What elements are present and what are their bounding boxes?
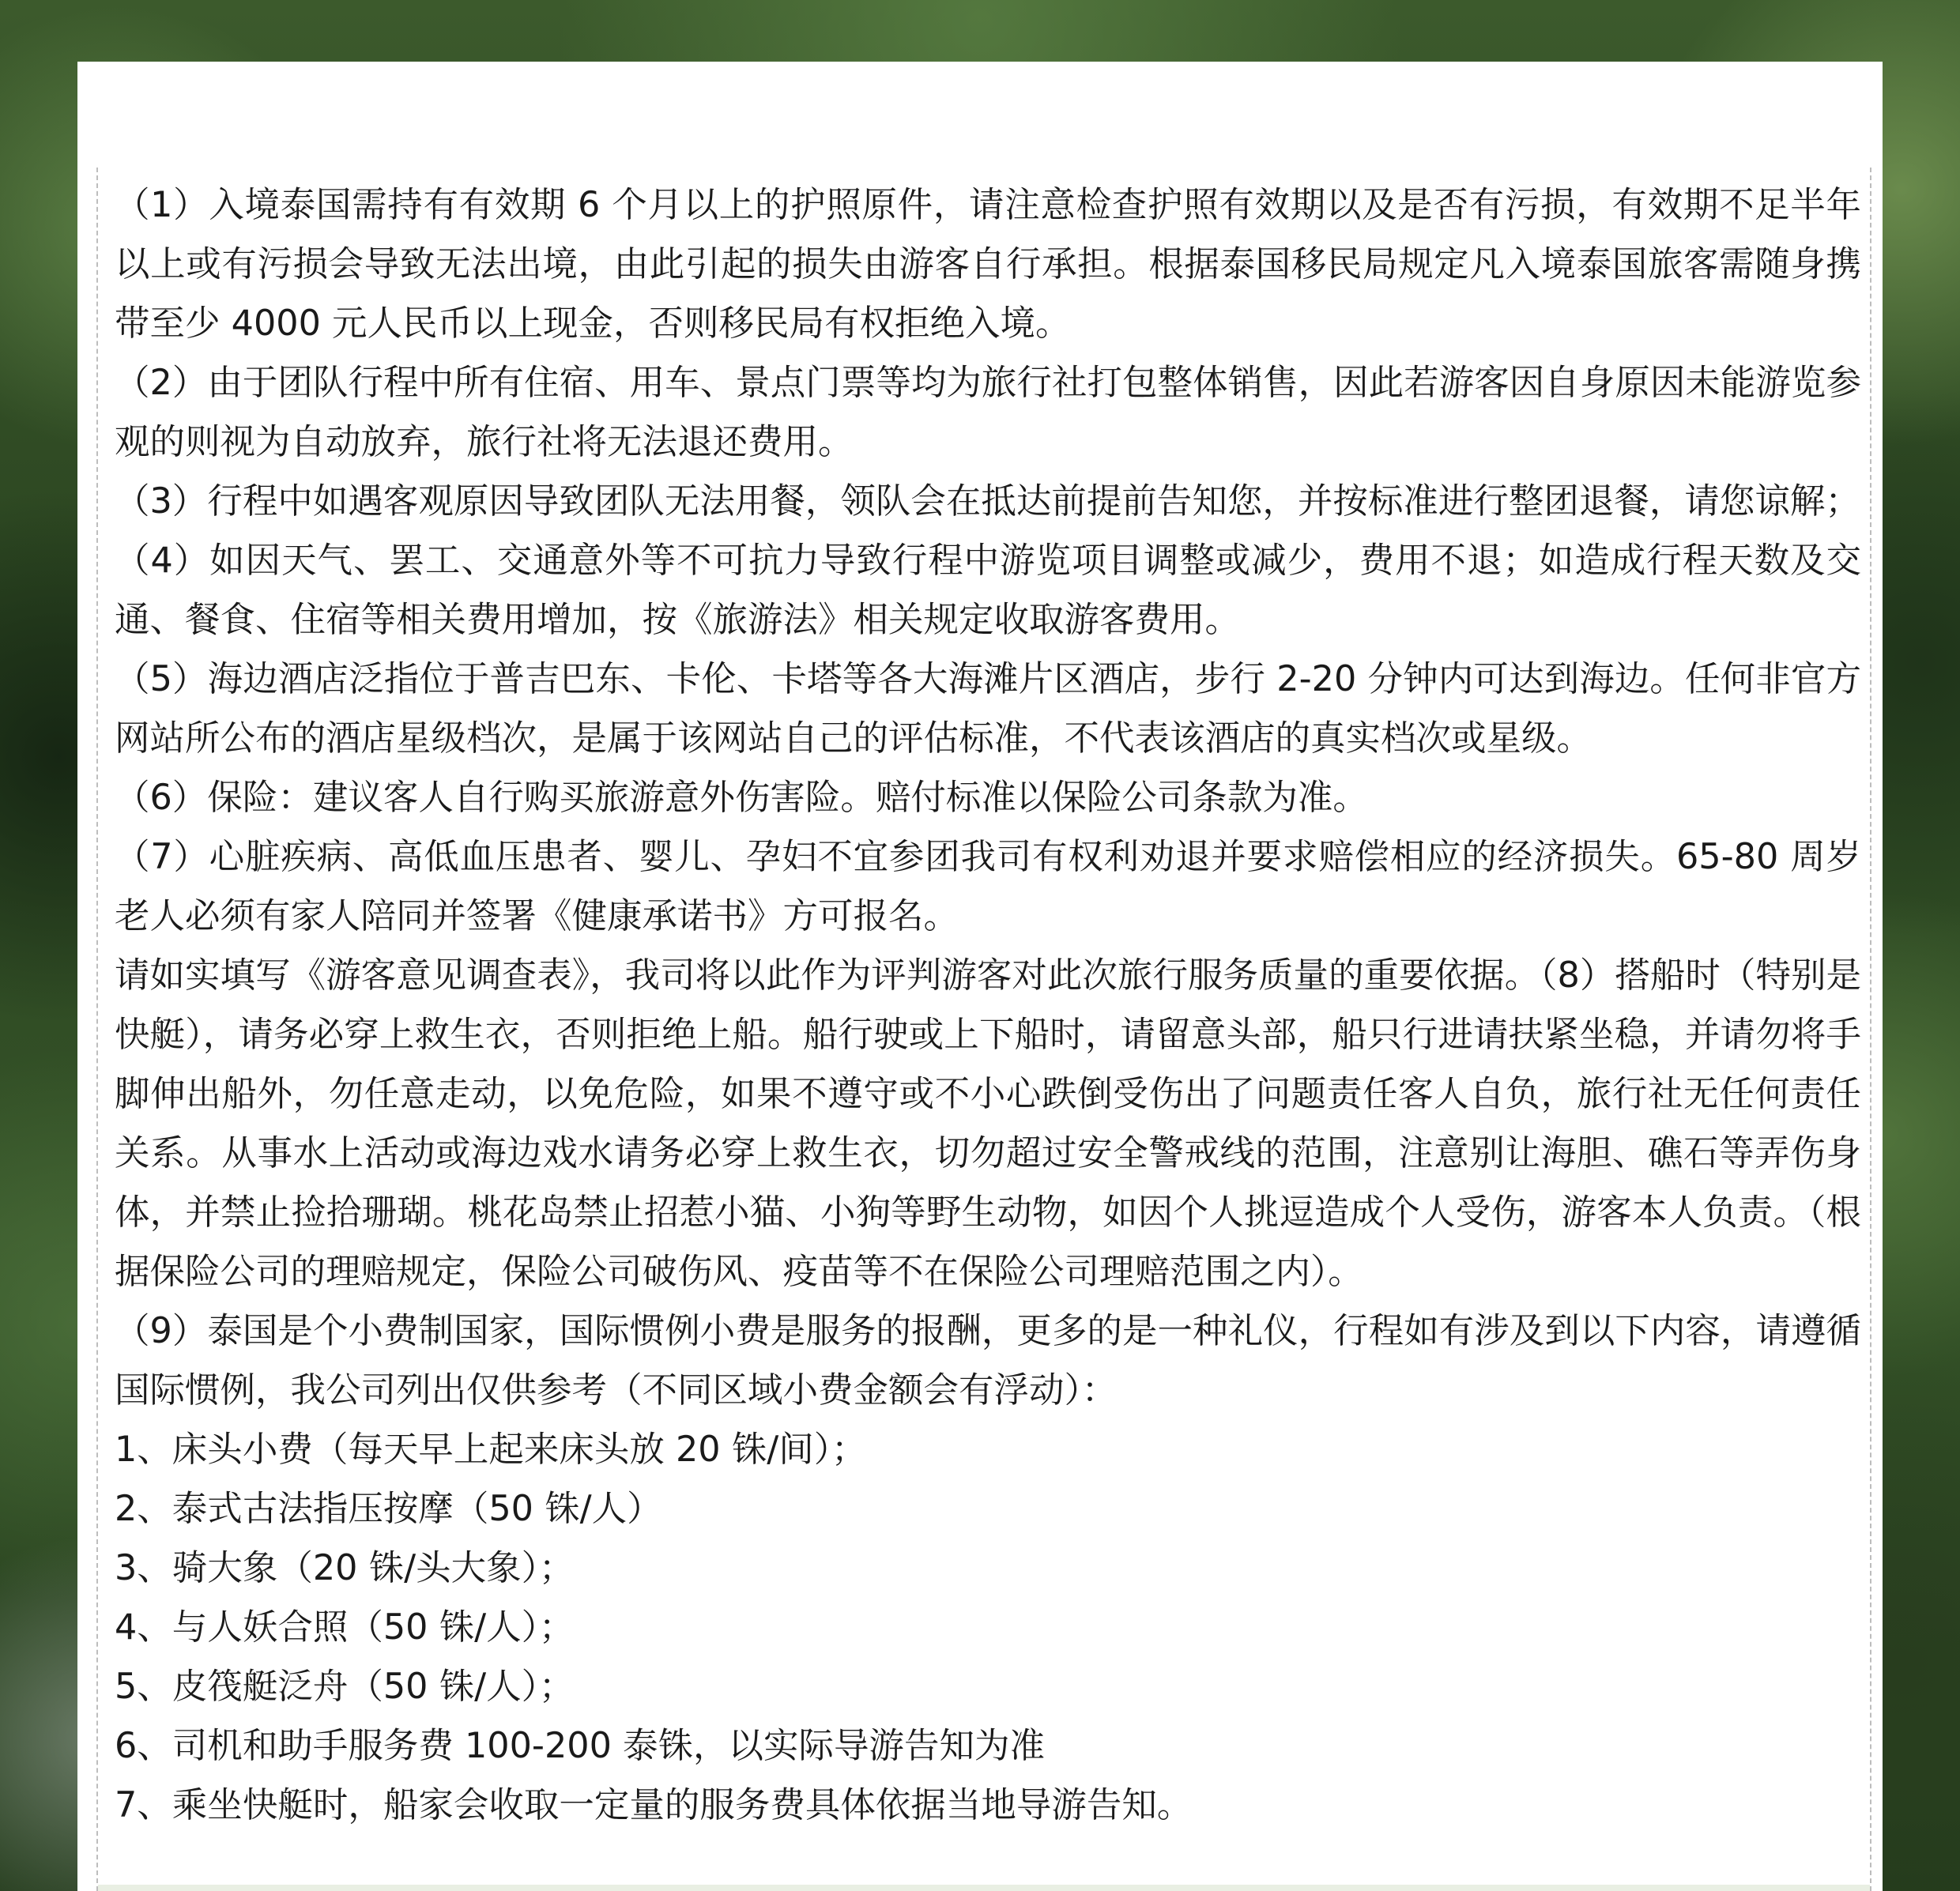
tip-item-bedside: 1、床头小费（每天早上起来床头放 20 铢/间）； <box>115 1430 867 1470</box>
note-package-refund: （2）由于团队行程中所有住宿、用车、景点门票等均为旅行社打包整体销售，因此若游客因自身原因未能游览参观的则视为自动放弃，旅行社将无法退还费用。 <box>115 363 1861 462</box>
note-passport-cash: （1）入境泰国需持有有效期 6 个月以上的护照原件，请注意检查护照有效期以及是否有污损，有效期不足半年以上或有污损会导致无法出境，由此引起的损失由游客自行承担。根据泰国移民局规定凡入境泰国旅客需随身携带至少 4000 元人民币以上现金，否则移民局有权拒绝入境。 <box>115 185 1861 344</box>
note-beach-hotel: （5）海边酒店泛指位于普吉巴东、卡伦、卡塔等各大海滩片区酒店，步行 2-20 分钟内可达到海边。任何非官方网站所公布的酒店星级档次，是属于该网站自己的评估标准，不代表该酒店的真实档次或星级。 <box>115 659 1861 759</box>
tip-item-photo: 4、与人妖合照（50 铢/人）； <box>115 1607 575 1648</box>
note-tipping: （9）泰国是个小费制国家，国际惯例小费是服务的报酬，更多的是一种礼仪，行程如有涉及到以下内容，请遵循国际惯例，我公司列出仅供参考（不同区域小费金额会有浮动）： <box>115 1311 1861 1411</box>
note-insurance: （6）保险：建议客人自行购买旅游意外伤害险。赔付标准以保险公司条款为准。 <box>115 778 1368 818</box>
note-meal-refund: （3）行程中如遇客观原因导致团队无法用餐，领队会在抵达前提前告知您，并按标准进行整团退餐，请您谅解； <box>115 481 1860 522</box>
travel-notes-list <box>115 175 1861 1835</box>
tip-item-massage: 2、泰式古法指压按摩（50 铢/人） <box>115 1489 662 1529</box>
tip-item-elephant: 3、骑大象（20 铢/头大象）； <box>115 1548 575 1588</box>
note-survey-boat-safety: 请如实填写《游客意见调查表》，我司将以此作为评判游客对此次旅行服务质量的重要依据。（8）搭船时（特别是快艇），请务必穿上救生衣，否则拒绝上船。船行驶或上下船时，请留意头部，船只行进请扶紧坐稳，并请勿将手脚伸出船外，勿任意走动，以免危险，如果不遵守或不小心跌倒受伤出了问题责任客人自负，旅行社无任何责任关系。从事水上活动或海边戏水请务必穿上救生衣，切勿超过安全警戒线的范围，注意别让海胆、礁石等弄伤身体，并禁止捡拾珊瑚。桃花岛禁止招惹小猫、小狗等野生动物，如因个人挑逗造成个人受伤，游客本人负责。（根据保险公司的理赔规定，保险公司破伤风、疫苗等不在保险公司理赔范围之内）。 <box>115 955 1861 1292</box>
note-force-majeure: （4）如因天气、罢工、交通意外等不可抗力导致行程中游览项目调整或减少，费用不退；如造成行程天数及交通、餐食、住宿等相关费用增加，按《旅游法》相关规定收取游客费用。 <box>115 541 1861 640</box>
tip-item-speedboat: 7、乘坐快艇时，船家会收取一定量的服务费具体依据当地导游告知。 <box>115 1785 1193 1825</box>
tip-item-driver: 6、司机和助手服务费 100-200 泰铢，以实际导游告知为准 <box>115 1726 1046 1766</box>
note-health-age: （7）心脏疾病、高低血压患者、婴儿、孕妇不宜参团我司有权利劝退并要求赔偿相应的经济损失。65-80 周岁老人必须有家人陪同并签署《健康承诺书》方可报名。 <box>115 837 1861 936</box>
tip-item-rafting: 5、皮筏艇泛舟（50 铢/人）； <box>115 1667 575 1707</box>
